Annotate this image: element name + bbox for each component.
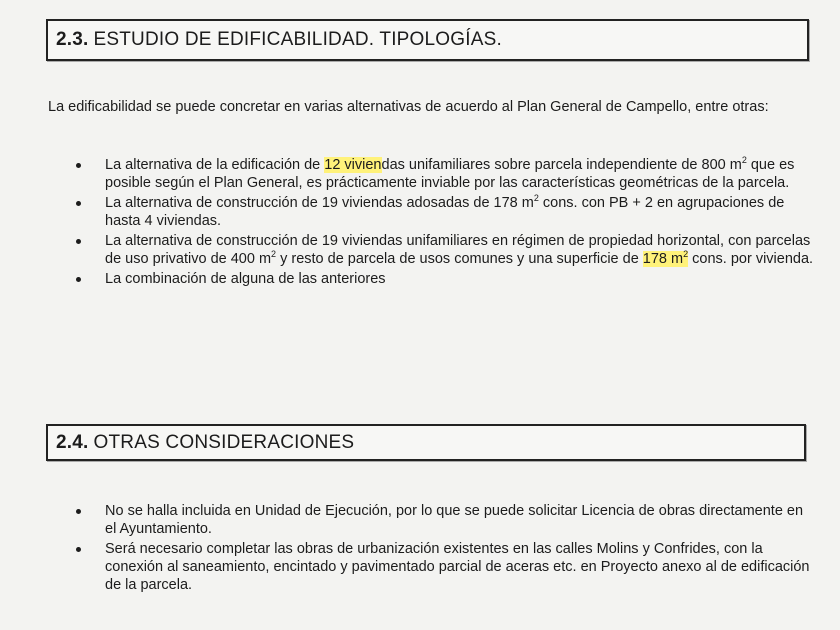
text-run: La combinación de alguna de las anteriores	[105, 271, 386, 287]
section-title: ESTUDIO DE EDIFICABILIDAD. TIPOLOGÍAS.	[93, 29, 502, 50]
bullet-icon	[76, 239, 81, 244]
list-item	[76, 270, 814, 288]
alternatives-list	[76, 156, 814, 290]
bullet-icon	[76, 509, 81, 514]
text-run: No se halla incluida en Unidad de Ejecución, por lo que se puede solicitar Licencia de obras directamente en el Ayuntamiento.	[105, 503, 804, 537]
text-run: das unifamiliares sobre parcela independiente de 800 m	[381, 157, 742, 173]
superscript: 2	[741, 155, 747, 166]
bullet-icon	[76, 277, 81, 282]
bullet-icon	[76, 201, 81, 206]
text-run: La alternativa de construcción de 19 viviendas unifamiliares en régimen de propiedad horizontal, con parcelas de uso privativo de 400 m	[105, 233, 811, 267]
highlighted-text	[643, 251, 688, 267]
text-run: cons. por vivienda.	[688, 251, 814, 267]
section-number: 2.4.	[56, 431, 89, 453]
intro-paragraph: La edificabilidad se puede concretar en varias alternativas de acuerdo al Plan General de Campello, entre otras:	[48, 99, 769, 115]
text-run: 178 m	[642, 251, 684, 267]
section-heading-2-3	[46, 19, 809, 61]
considerations-list	[76, 502, 814, 596]
text-run: cons. con PB + 2 en agrupaciones de hasta 4 viviendas.	[105, 195, 785, 229]
text-run: que es posible según el Plan General, es prácticamente inviable por las características geométricas de la parcela.	[105, 157, 795, 191]
text-run: Será necesario completar las obras de urbanización existentes en las calles Molins y Confrides, con la conexión al saneamiento, encintado y pavimentado parcial de aceras etc. en Proyecto anexo al de edificación de la parcela.	[105, 541, 810, 593]
section-heading-2-4	[46, 424, 806, 461]
list-item	[76, 156, 814, 192]
section-title: OTRAS CONSIDERACIONES	[93, 431, 355, 453]
text-run: La alternativa de la edificación de	[105, 157, 325, 173]
list-item	[76, 194, 814, 230]
superscript: 2	[533, 193, 539, 204]
list-item	[76, 232, 814, 268]
superscript: 2	[271, 249, 277, 260]
section-number: 2.3.	[56, 29, 89, 50]
bullet-icon	[76, 547, 81, 552]
list-item	[76, 502, 814, 538]
text-run: y resto de parcela de usos comunes y una superficie de	[276, 251, 643, 267]
list-item	[76, 540, 814, 594]
superscript: 2	[683, 249, 689, 260]
text-run: La alternativa de construcción de 19 viviendas adosadas de 178 m	[105, 195, 534, 211]
highlighted-text: 12 vivien	[324, 157, 382, 173]
bullet-icon	[76, 163, 81, 168]
